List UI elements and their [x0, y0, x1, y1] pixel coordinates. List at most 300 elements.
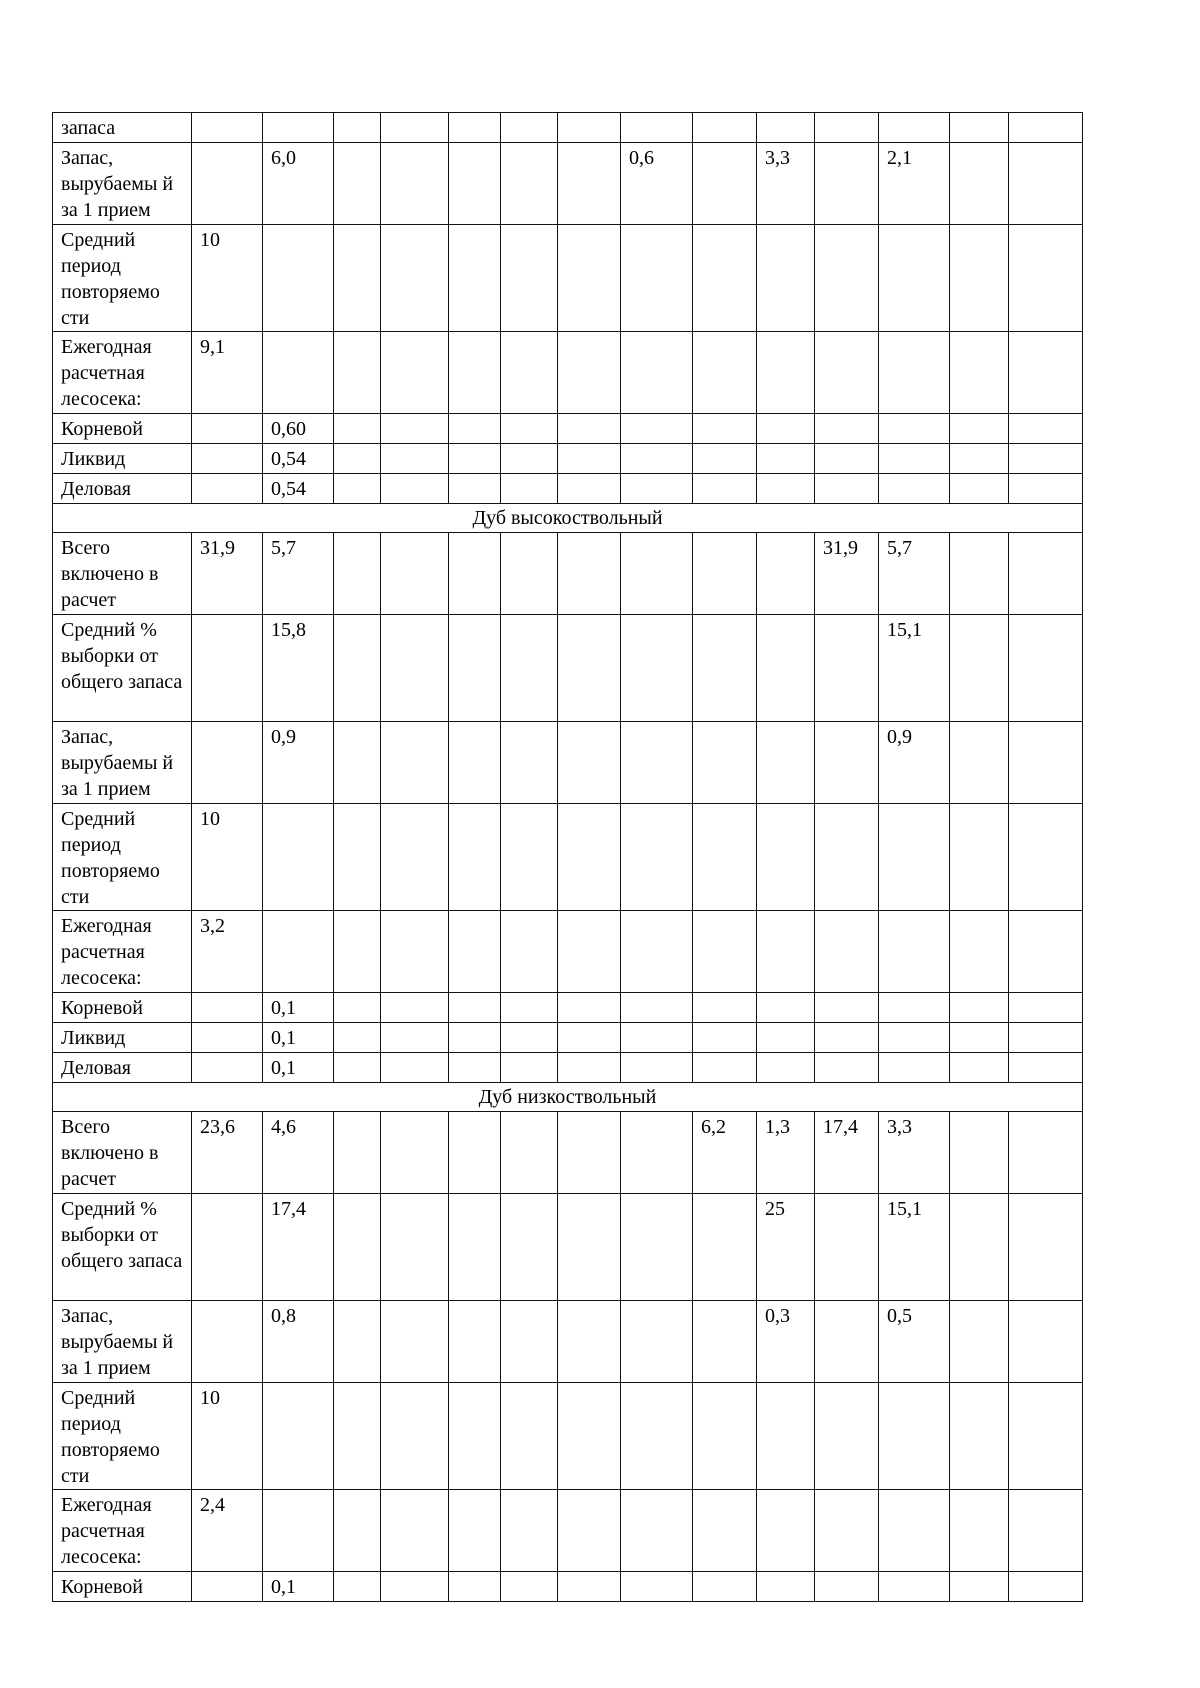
table-cell [334, 615, 381, 722]
table-row [53, 911, 1083, 993]
section-header-row [53, 504, 1083, 533]
table-cell [950, 1383, 1009, 1490]
table-cell [381, 533, 449, 615]
table-cell [815, 993, 879, 1023]
table-cell [449, 143, 501, 225]
table-cell [334, 722, 381, 804]
table-cell [334, 474, 381, 504]
table-cell [192, 1053, 263, 1083]
table-cell [558, 1112, 621, 1194]
table-cell [879, 1023, 950, 1053]
table-cell [621, 1301, 693, 1383]
table-cell [192, 414, 263, 444]
table-cell [263, 911, 334, 993]
table-cell [757, 1572, 815, 1602]
table-cell [558, 1572, 621, 1602]
row-label-cell: Средний период повторяемо сти [53, 1383, 192, 1490]
table-cell: 2,1 [879, 143, 950, 225]
table-cell [449, 1490, 501, 1572]
table-cell [621, 414, 693, 444]
table-cell: 10 [192, 804, 263, 911]
table-cell [879, 414, 950, 444]
table-cell [449, 1112, 501, 1194]
table-cell [1009, 414, 1083, 444]
table-cell [501, 804, 558, 911]
table-cell [1009, 804, 1083, 911]
table-cell [381, 1572, 449, 1602]
table-cell [621, 911, 693, 993]
table-cell [334, 1194, 381, 1301]
table-cell [621, 1112, 693, 1194]
table-cell: 0,1 [263, 1053, 334, 1083]
row-label-cell: Средний период повторяемо сти [53, 225, 192, 332]
table-cell [815, 1490, 879, 1572]
table-cell [757, 444, 815, 474]
table-cell [1009, 332, 1083, 414]
table-cell [1009, 113, 1083, 143]
table-cell [334, 1490, 381, 1572]
table-cell [621, 1023, 693, 1053]
table-cell [558, 804, 621, 911]
table-cell [381, 804, 449, 911]
table-cell [558, 722, 621, 804]
table-cell [621, 1194, 693, 1301]
table-cell [950, 1053, 1009, 1083]
table-cell [950, 615, 1009, 722]
table-cell [621, 225, 693, 332]
table-cell [449, 414, 501, 444]
row-label-cell: запаса [53, 113, 192, 143]
table-cell [879, 332, 950, 414]
table-cell [381, 1112, 449, 1194]
table-cell [621, 1383, 693, 1490]
table-cell [501, 615, 558, 722]
document-page [52, 112, 1082, 1602]
row-label-cell: Корневой [53, 993, 192, 1023]
table-cell [449, 804, 501, 911]
table-cell [621, 444, 693, 474]
table-cell [449, 474, 501, 504]
table-row [53, 1112, 1083, 1194]
table-cell [879, 993, 950, 1023]
table-cell [757, 1053, 815, 1083]
table-row [53, 1194, 1083, 1301]
table-cell [815, 911, 879, 993]
table-row [53, 1301, 1083, 1383]
table-cell [1009, 1490, 1083, 1572]
section-title: Дуб низкоствольный [53, 1083, 1083, 1112]
table-cell [757, 1490, 815, 1572]
table-cell [693, 444, 757, 474]
table-cell [757, 615, 815, 722]
table-cell [879, 1383, 950, 1490]
table-cell [449, 113, 501, 143]
table-cell [815, 1301, 879, 1383]
table-cell [263, 225, 334, 332]
table-cell [879, 1053, 950, 1083]
table-cell [950, 1301, 1009, 1383]
table-cell: 15,1 [879, 615, 950, 722]
table-cell [1009, 1023, 1083, 1053]
table-cell [621, 1053, 693, 1083]
table-cell [950, 1572, 1009, 1602]
table-cell [334, 804, 381, 911]
table-cell [757, 414, 815, 444]
table-cell [558, 444, 621, 474]
table-cell [192, 474, 263, 504]
table-cell [621, 474, 693, 504]
table-cell [334, 533, 381, 615]
table-cell: 0,6 [621, 143, 693, 225]
table-cell [449, 1194, 501, 1301]
table-row [53, 1023, 1083, 1053]
table-cell [693, 1301, 757, 1383]
table-cell [879, 1572, 950, 1602]
row-label-cell: Деловая [53, 1053, 192, 1083]
table-cell [757, 113, 815, 143]
table-row [53, 332, 1083, 414]
table-cell: 0,1 [263, 993, 334, 1023]
table-cell [693, 1383, 757, 1490]
table-cell [621, 804, 693, 911]
table-cell: 10 [192, 225, 263, 332]
table-cell [950, 1112, 1009, 1194]
table-cell [558, 911, 621, 993]
table-cell [757, 804, 815, 911]
table-cell [621, 615, 693, 722]
table-cell [558, 113, 621, 143]
forest-felling-table [52, 112, 1083, 1602]
table-cell [192, 113, 263, 143]
table-cell [449, 993, 501, 1023]
table-cell [879, 1490, 950, 1572]
table-cell: 31,9 [192, 533, 263, 615]
table-cell [757, 474, 815, 504]
table-cell [693, 615, 757, 722]
table-cell [950, 444, 1009, 474]
table-cell [693, 804, 757, 911]
table-cell [192, 993, 263, 1023]
table-cell: 0,54 [263, 474, 334, 504]
table-cell [501, 1023, 558, 1053]
table-cell [334, 1572, 381, 1602]
table-cell [621, 332, 693, 414]
table-cell: 0,9 [263, 722, 334, 804]
table-cell [1009, 1301, 1083, 1383]
table-row [53, 533, 1083, 615]
table-cell [621, 1572, 693, 1602]
table-cell [558, 332, 621, 414]
table-cell [334, 1023, 381, 1053]
table-cell [192, 1301, 263, 1383]
table-cell [693, 911, 757, 993]
row-label-cell: Ликвид [53, 1023, 192, 1053]
table-cell: 17,4 [815, 1112, 879, 1194]
table-cell: 0,54 [263, 444, 334, 474]
table-cell [501, 1383, 558, 1490]
table-cell [1009, 143, 1083, 225]
table-cell [381, 414, 449, 444]
table-cell [449, 444, 501, 474]
table-cell [693, 414, 757, 444]
table-row [53, 1490, 1083, 1572]
table-cell [381, 1490, 449, 1572]
table-cell [381, 113, 449, 143]
table-cell [381, 143, 449, 225]
table-cell [381, 474, 449, 504]
table-cell [449, 911, 501, 993]
table-cell [815, 1383, 879, 1490]
row-label-cell: Деловая [53, 474, 192, 504]
table-row [53, 1383, 1083, 1490]
table-cell [381, 993, 449, 1023]
table-cell [381, 1023, 449, 1053]
table-cell [449, 722, 501, 804]
table-cell [757, 722, 815, 804]
row-label-cell: Ежегодная расчетная лесосека: [53, 911, 192, 993]
table-cell [879, 225, 950, 332]
table-cell [381, 332, 449, 414]
table-cell [334, 1301, 381, 1383]
table-cell: 15,1 [879, 1194, 950, 1301]
row-label-cell: Запас, вырубаемы й за 1 прием [53, 1301, 192, 1383]
table-cell: 0,1 [263, 1023, 334, 1053]
table-cell [558, 1301, 621, 1383]
table-cell [558, 615, 621, 722]
table-cell [621, 1490, 693, 1572]
table-cell [501, 332, 558, 414]
table-cell [950, 1490, 1009, 1572]
table-cell [950, 993, 1009, 1023]
row-label-cell: Средний период повторяемо сти [53, 804, 192, 911]
table-cell [693, 1572, 757, 1602]
table-row [53, 474, 1083, 504]
table-cell: 15,8 [263, 615, 334, 722]
table-body [53, 113, 1083, 1602]
table-cell [334, 113, 381, 143]
table-cell [879, 804, 950, 911]
table-cell [1009, 474, 1083, 504]
table-cell [334, 414, 381, 444]
table-cell [1009, 1112, 1083, 1194]
table-cell [334, 993, 381, 1023]
table-cell [950, 332, 1009, 414]
table-cell [381, 911, 449, 993]
row-label-cell: Средний % выборки от общего запаса [53, 1194, 192, 1301]
table-cell: 0,8 [263, 1301, 334, 1383]
table-cell [815, 1572, 879, 1602]
table-cell [449, 225, 501, 332]
row-label-cell: Всего включено в расчет [53, 1112, 192, 1194]
row-label-cell: Всего включено в расчет [53, 533, 192, 615]
table-cell: 0,9 [879, 722, 950, 804]
table-cell [501, 143, 558, 225]
table-cell [381, 722, 449, 804]
table-cell [334, 225, 381, 332]
table-cell: 0,5 [879, 1301, 950, 1383]
table-cell: 3,3 [757, 143, 815, 225]
table-cell [757, 225, 815, 332]
table-cell: 1,3 [757, 1112, 815, 1194]
table-cell [950, 143, 1009, 225]
table-cell [381, 1301, 449, 1383]
table-cell [693, 1023, 757, 1053]
table-cell: 2,4 [192, 1490, 263, 1572]
table-cell [621, 113, 693, 143]
table-cell [879, 474, 950, 504]
table-cell [501, 911, 558, 993]
table-cell [815, 143, 879, 225]
table-cell [1009, 911, 1083, 993]
table-cell [501, 1572, 558, 1602]
table-cell [501, 993, 558, 1023]
row-label-cell: Корневой [53, 414, 192, 444]
table-cell [950, 722, 1009, 804]
table-cell [558, 1023, 621, 1053]
section-title: Дуб высокоствольный [53, 504, 1083, 533]
table-cell [449, 1023, 501, 1053]
table-cell [381, 1194, 449, 1301]
table-cell [815, 113, 879, 143]
table-cell [334, 1112, 381, 1194]
table-cell [192, 1572, 263, 1602]
table-cell [558, 143, 621, 225]
table-cell [558, 1194, 621, 1301]
table-cell [263, 332, 334, 414]
table-cell: 25 [757, 1194, 815, 1301]
table-cell: 6,0 [263, 143, 334, 225]
table-cell [449, 533, 501, 615]
row-label-cell: Корневой [53, 1572, 192, 1602]
table-cell [950, 1023, 1009, 1053]
table-cell [950, 225, 1009, 332]
table-cell [558, 474, 621, 504]
table-cell [1009, 1572, 1083, 1602]
table-cell [449, 1383, 501, 1490]
table-cell [815, 1194, 879, 1301]
table-cell: 10 [192, 1383, 263, 1490]
table-cell [815, 1053, 879, 1083]
table-cell [381, 225, 449, 332]
table-cell [693, 993, 757, 1023]
table-cell [192, 722, 263, 804]
table-cell [558, 225, 621, 332]
table-cell [815, 615, 879, 722]
table-row [53, 1572, 1083, 1602]
table-cell: 6,2 [693, 1112, 757, 1194]
table-cell [192, 143, 263, 225]
table-cell [558, 1383, 621, 1490]
table-cell [693, 332, 757, 414]
table-cell [693, 722, 757, 804]
table-cell [501, 414, 558, 444]
table-cell [558, 533, 621, 615]
row-label-cell: Ликвид [53, 444, 192, 474]
table-cell [334, 1053, 381, 1083]
table-cell [334, 143, 381, 225]
table-cell: 3,2 [192, 911, 263, 993]
table-cell [693, 533, 757, 615]
table-cell [950, 474, 1009, 504]
table-cell [449, 1053, 501, 1083]
table-cell [263, 1383, 334, 1490]
table-cell: 0,3 [757, 1301, 815, 1383]
table-cell [334, 444, 381, 474]
table-cell [381, 1053, 449, 1083]
table-row [53, 225, 1083, 332]
table-cell [558, 1053, 621, 1083]
table-cell [334, 1383, 381, 1490]
table-cell [815, 804, 879, 911]
table-cell [501, 113, 558, 143]
table-cell [693, 1053, 757, 1083]
table-cell [501, 533, 558, 615]
table-cell [263, 113, 334, 143]
table-cell [693, 225, 757, 332]
table-row [53, 143, 1083, 225]
table-row [53, 113, 1083, 143]
table-cell [1009, 1383, 1083, 1490]
table-cell [879, 911, 950, 993]
table-cell [501, 1194, 558, 1301]
table-cell [757, 993, 815, 1023]
table-cell [1009, 225, 1083, 332]
table-cell [501, 474, 558, 504]
table-cell [815, 444, 879, 474]
table-cell [263, 1490, 334, 1572]
table-cell [449, 1572, 501, 1602]
table-cell [693, 113, 757, 143]
table-cell [192, 444, 263, 474]
table-row [53, 804, 1083, 911]
table-row [53, 1053, 1083, 1083]
table-cell [879, 113, 950, 143]
table-cell [950, 804, 1009, 911]
table-cell [334, 911, 381, 993]
table-row [53, 615, 1083, 722]
table-cell [1009, 615, 1083, 722]
table-cell [449, 615, 501, 722]
table-cell: 0,1 [263, 1572, 334, 1602]
table-cell: 9,1 [192, 332, 263, 414]
table-row [53, 414, 1083, 444]
table-cell [879, 444, 950, 474]
table-cell [558, 993, 621, 1023]
row-label-cell: Средний % выборки от общего запаса [53, 615, 192, 722]
table-cell [950, 113, 1009, 143]
table-cell [192, 1023, 263, 1053]
table-cell [192, 615, 263, 722]
table-cell [263, 804, 334, 911]
table-cell [449, 1301, 501, 1383]
table-cell: 5,7 [879, 533, 950, 615]
row-label-cell: Ежегодная расчетная лесосека: [53, 332, 192, 414]
table-cell [501, 1053, 558, 1083]
table-row [53, 444, 1083, 474]
table-cell [950, 911, 1009, 993]
table-cell [501, 225, 558, 332]
section-header-row [53, 1083, 1083, 1112]
table-cell [1009, 533, 1083, 615]
table-cell: 23,6 [192, 1112, 263, 1194]
table-cell [449, 332, 501, 414]
table-cell [815, 225, 879, 332]
table-cell [757, 911, 815, 993]
table-cell [815, 414, 879, 444]
table-cell [693, 474, 757, 504]
table-cell: 4,6 [263, 1112, 334, 1194]
table-cell: 3,3 [879, 1112, 950, 1194]
